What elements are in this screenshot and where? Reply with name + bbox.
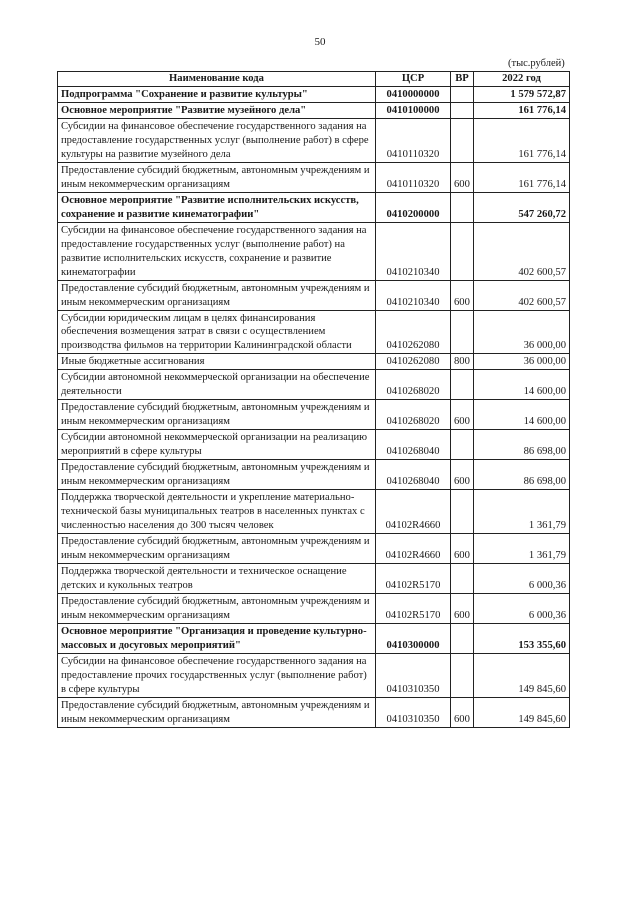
cell-name: Предоставление субсидий бюджетным, автономным учреждениям и иным некоммерческим организациям [58, 534, 376, 564]
cell-vr: 600 [451, 162, 474, 192]
table-row [58, 118, 570, 162]
table-row [58, 460, 570, 490]
cell-vr [451, 86, 474, 102]
table-row [58, 400, 570, 430]
cell-name: Предоставление субсидий бюджетным, автономным учреждениям и иным некоммерческим организациям [58, 162, 376, 192]
cell-csr: 04102R5170 [376, 593, 451, 623]
cell-name: Предоставление субсидий бюджетным, автономным учреждениям и иным некоммерческим организациям [58, 460, 376, 490]
cell-amount: 402 600,57 [474, 280, 570, 310]
cell-vr: 600 [451, 534, 474, 564]
cell-name: Субсидии на финансовое обеспечение государственного задания на предоставление государственных услуг (выполнение работ) на развитие исполнительских искусств, сохранение и развитие кинематографии [58, 222, 376, 280]
cell-vr [451, 222, 474, 280]
table-row [58, 534, 570, 564]
table-body [58, 86, 570, 727]
header-vr: ВР [451, 72, 474, 87]
cell-amount: 402 600,57 [474, 222, 570, 280]
cell-name: Предоставление субсидий бюджетным, автономным учреждениям и иным некоммерческим организациям [58, 280, 376, 310]
cell-vr: 600 [451, 400, 474, 430]
header-name: Наименование кода [58, 72, 376, 87]
cell-name: Основное мероприятие "Развитие исполнительских искусств, сохранение и развитие кинематографии" [58, 192, 376, 222]
cell-csr: 04102R4660 [376, 490, 451, 534]
cell-amount: 86 698,00 [474, 460, 570, 490]
cell-name: Подпрограмма "Сохранение и развитие культуры" [58, 86, 376, 102]
cell-csr: 0410268020 [376, 370, 451, 400]
cell-vr [451, 653, 474, 697]
cell-vr [451, 490, 474, 534]
cell-csr: 0410262080 [376, 354, 451, 370]
table-header-row [58, 72, 570, 87]
cell-vr: 600 [451, 280, 474, 310]
cell-vr [451, 623, 474, 653]
cell-name: Основное мероприятие "Организация и проведение культурно-массовых и досуговых мероприятий" [58, 623, 376, 653]
cell-name: Субсидии автономной некоммерческой организации на обеспечение деятельности [58, 370, 376, 400]
cell-amount: 161 776,14 [474, 118, 570, 162]
cell-name: Поддержка творческой деятельности и укрепление материально-технической базы муниципальных театров в населенных пунктах с численностью населения до 300 тысяч человек [58, 490, 376, 534]
cell-amount: 161 776,14 [474, 162, 570, 192]
cell-amount: 36 000,00 [474, 354, 570, 370]
cell-name: Субсидии автономной некоммерческой организации на реализацию мероприятий в сфере культуры [58, 430, 376, 460]
cell-amount: 149 845,60 [474, 653, 570, 697]
cell-vr: 800 [451, 354, 474, 370]
cell-vr [451, 370, 474, 400]
cell-name: Иные бюджетные ассигнования [58, 354, 376, 370]
cell-csr: 0410268020 [376, 400, 451, 430]
cell-csr: 0410000000 [376, 86, 451, 102]
cell-vr [451, 192, 474, 222]
table-row [58, 430, 570, 460]
cell-name: Предоставление субсидий бюджетным, автономным учреждениям и иным некоммерческим организациям [58, 593, 376, 623]
table-row [58, 593, 570, 623]
cell-csr: 0410110320 [376, 118, 451, 162]
cell-vr [451, 102, 474, 118]
table-row [58, 102, 570, 118]
cell-csr: 0410310350 [376, 653, 451, 697]
cell-csr: 0410262080 [376, 310, 451, 354]
cell-amount: 36 000,00 [474, 310, 570, 354]
cell-amount: 6 000,36 [474, 593, 570, 623]
cell-csr: 0410268040 [376, 430, 451, 460]
cell-amount: 14 600,00 [474, 370, 570, 400]
cell-vr [451, 310, 474, 354]
cell-amount: 153 355,60 [474, 623, 570, 653]
cell-csr: 0410110320 [376, 162, 451, 192]
table-row [58, 162, 570, 192]
table-row [58, 192, 570, 222]
cell-name: Предоставление субсидий бюджетным, автономным учреждениям и иным некоммерческим организациям [58, 400, 376, 430]
cell-name: Основное мероприятие "Развитие музейного дела" [58, 102, 376, 118]
cell-amount: 1 361,79 [474, 534, 570, 564]
units-label: (тыс.рублей) [508, 58, 565, 69]
table-row [58, 354, 570, 370]
budget-table [57, 71, 570, 728]
cell-csr: 0410210340 [376, 222, 451, 280]
header-year: 2022 год [474, 72, 570, 87]
cell-amount: 161 776,14 [474, 102, 570, 118]
cell-vr: 600 [451, 593, 474, 623]
table-row [58, 222, 570, 280]
cell-name: Субсидии на финансовое обеспечение государственного задания на предоставление государственных услуг (выполнение работ) в сфере культуры на развитие музейного дела [58, 118, 376, 162]
cell-csr: 0410268040 [376, 460, 451, 490]
cell-csr: 0410200000 [376, 192, 451, 222]
cell-amount: 14 600,00 [474, 400, 570, 430]
cell-vr: 600 [451, 460, 474, 490]
table-row [58, 623, 570, 653]
cell-vr [451, 563, 474, 593]
cell-csr: 04102R4660 [376, 534, 451, 564]
table-row [58, 653, 570, 697]
table-row [58, 490, 570, 534]
table-row [58, 86, 570, 102]
table-row [58, 310, 570, 354]
cell-amount: 6 000,36 [474, 563, 570, 593]
cell-csr: 0410100000 [376, 102, 451, 118]
cell-csr: 0410310350 [376, 697, 451, 727]
cell-vr: 600 [451, 697, 474, 727]
cell-csr: 0410210340 [376, 280, 451, 310]
cell-amount: 1 579 572,87 [474, 86, 570, 102]
cell-csr: 0410300000 [376, 623, 451, 653]
table-row [58, 370, 570, 400]
cell-amount: 149 845,60 [474, 697, 570, 727]
table-row [58, 280, 570, 310]
cell-amount: 86 698,00 [474, 430, 570, 460]
cell-amount: 547 260,72 [474, 192, 570, 222]
cell-vr [451, 430, 474, 460]
cell-vr [451, 118, 474, 162]
cell-csr: 04102R5170 [376, 563, 451, 593]
header-csr: ЦСР [376, 72, 451, 87]
cell-name: Поддержка творческой деятельности и техническое оснащение детских и кукольных театров [58, 563, 376, 593]
page-number: 50 [314, 36, 326, 48]
cell-name: Субсидии юридическим лицам в целях финансирования обеспечения возмещения затрат в связи с осуществлением производства фильмов на территории Калининградской области [58, 310, 376, 354]
cell-name: Субсидии на финансовое обеспечение государственного задания на предоставление прочих государственных услуг (выполнение работ) в сфере культуры [58, 653, 376, 697]
table-row [58, 563, 570, 593]
cell-amount: 1 361,79 [474, 490, 570, 534]
table-row [58, 697, 570, 727]
cell-name: Предоставление субсидий бюджетным, автономным учреждениям и иным некоммерческим организациям [58, 697, 376, 727]
